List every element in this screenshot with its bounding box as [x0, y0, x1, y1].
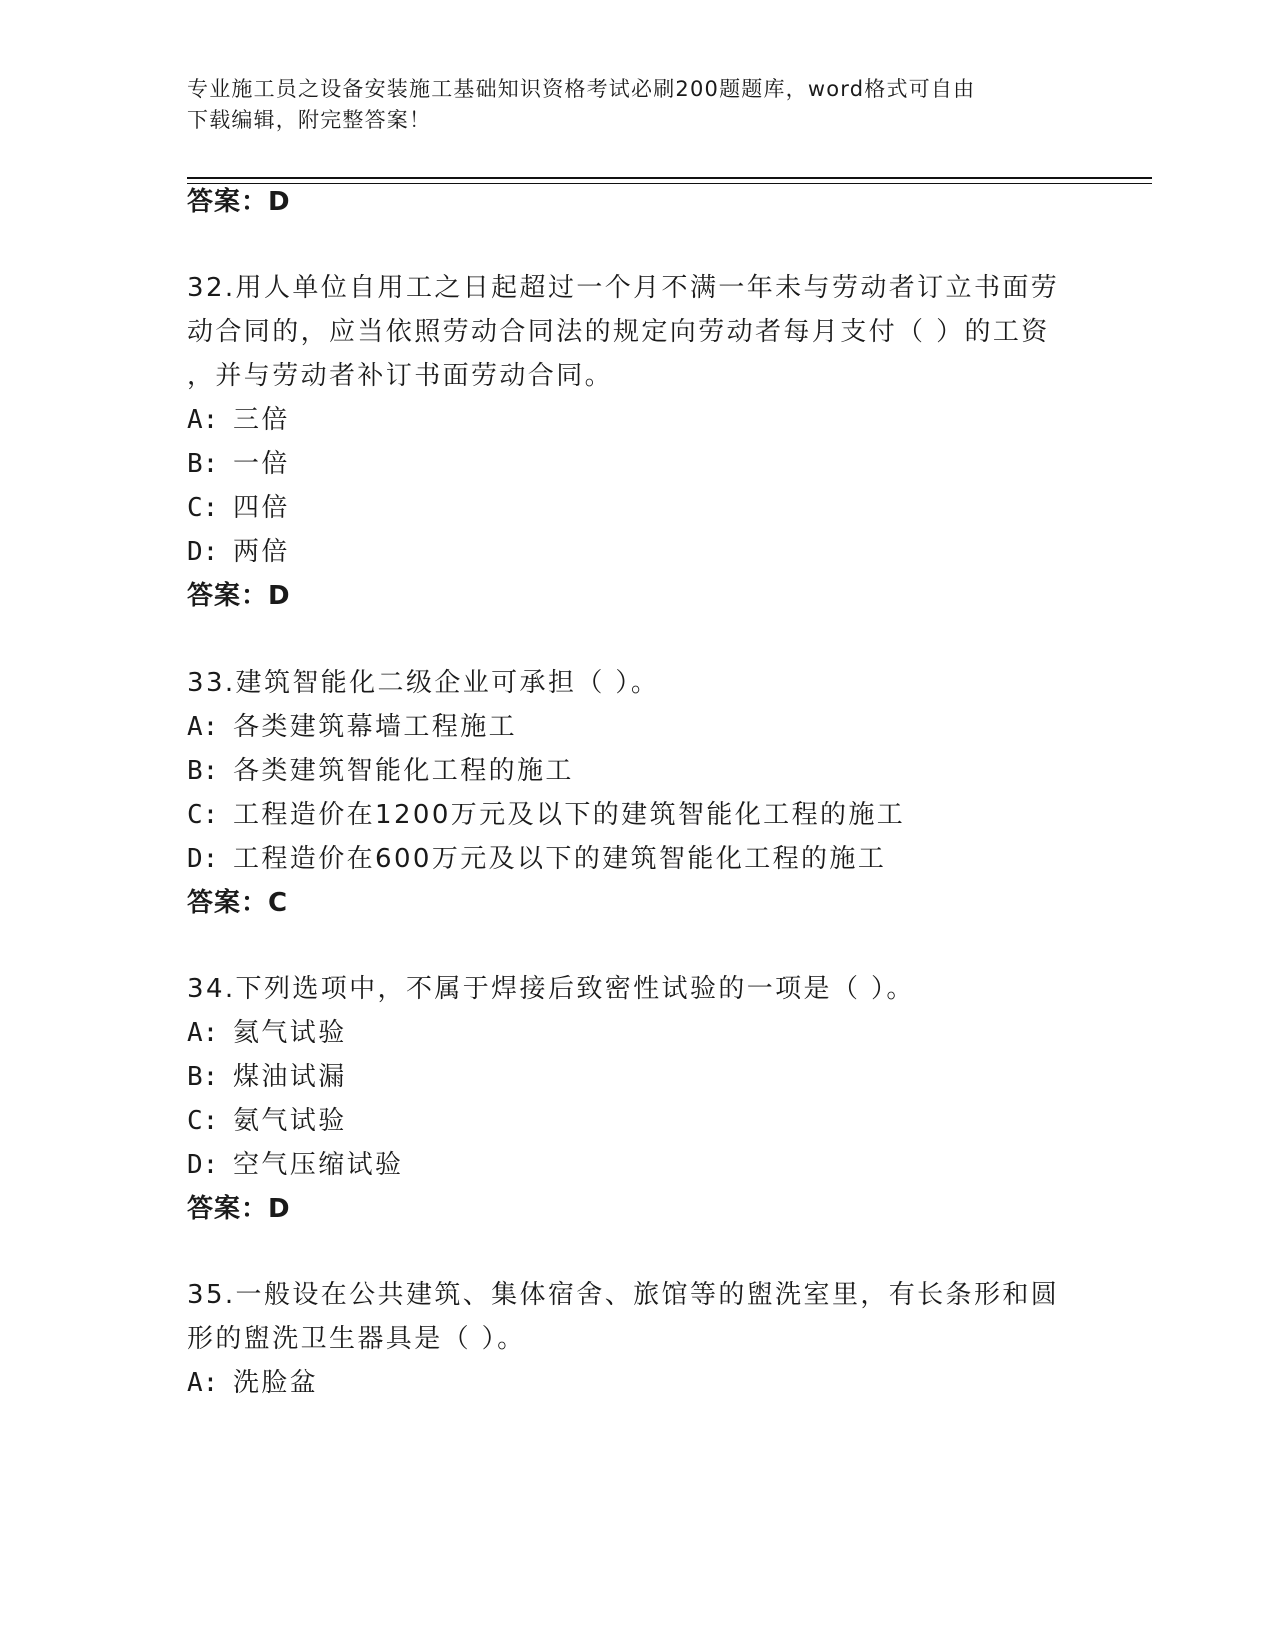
option-text: 工程造价在1200万元及以下的建筑智能化工程的施工: [233, 800, 906, 830]
question-33-option-b: [187, 754, 574, 788]
question-33-option-c: [187, 798, 905, 832]
answer-prefix: 答案：: [187, 581, 269, 611]
question-33-option-d: [187, 842, 886, 876]
option-text: 空气压缩试验: [233, 1150, 404, 1180]
question-33-line-1: 33.建筑智能化二级企业可承担（ ）。: [187, 668, 660, 698]
option-letter: C:: [187, 493, 219, 523]
question-33-option-a: [187, 710, 517, 744]
question-35-line-2: 形的盥洗卫生器具是（ ）。: [187, 1324, 526, 1354]
question-34-option-c: [187, 1104, 347, 1138]
question-35-line-1: 35.一般设在公共建筑、集体宿舍、旅馆等的盥洗室里，有长条形和圆: [187, 1280, 1060, 1310]
question-32-option-a: [187, 403, 290, 437]
answer-value: D: [268, 1194, 291, 1224]
option-text: 氨气试验: [233, 1106, 347, 1136]
question-32-option-d: [187, 535, 290, 569]
option-text: 氦气试验: [233, 1018, 347, 1048]
option-letter: A:: [187, 1368, 219, 1398]
answer-value: C: [268, 888, 289, 918]
question-35-option-a: [187, 1366, 318, 1400]
option-letter: B:: [187, 1062, 219, 1092]
option-text: 煤油试漏: [233, 1062, 347, 1092]
option-letter: D:: [187, 844, 219, 874]
option-text: 洗脸盆: [233, 1368, 319, 1398]
question-34-option-b: [187, 1060, 347, 1094]
question-33-answer: [187, 886, 288, 920]
answer-value: D: [268, 581, 291, 611]
option-text: 三倍: [233, 405, 290, 435]
header-line-1: 专业施工员之设备安装施工基础知识资格考试必刷200题题库，word格式可自由: [187, 77, 976, 101]
answer-value: D: [268, 187, 291, 217]
answer-prefix: 答案：: [187, 1194, 269, 1224]
header-divider-thick: [187, 177, 1152, 179]
option-text: 工程造价在600万元及以下的建筑智能化工程的施工: [233, 844, 887, 874]
question-34-option-a: [187, 1016, 347, 1050]
question-32-line-1: 32.用人单位自用工之日起超过一个月不满一年未与劳动者订立书面劳: [187, 273, 1060, 303]
question-34-option-d: [187, 1148, 403, 1182]
answer-prefix: 答案：: [187, 888, 269, 918]
option-letter: A:: [187, 1018, 219, 1048]
question-32-line-3: ，并与劳动者补订书面劳动合同。: [187, 361, 614, 391]
option-text: 各类建筑幕墙工程施工: [233, 712, 518, 742]
answer-prefix: 答案：: [187, 187, 269, 217]
header-line-2: 下载编辑，附完整答案！: [187, 108, 432, 132]
document-header: [187, 74, 1087, 136]
option-letter: C:: [187, 800, 219, 830]
prev-answer: [187, 185, 291, 219]
question-34-line-1: 34.下列选项中，不属于焊接后致密性试验的一项是（ ）。: [187, 974, 915, 1004]
question-32-option-b: [187, 447, 290, 481]
option-letter: A:: [187, 712, 219, 742]
question-34-answer: [187, 1192, 291, 1226]
option-letter: C:: [187, 1106, 219, 1136]
option-text: 一倍: [233, 449, 290, 479]
option-text: 各类建筑智能化工程的施工: [233, 756, 574, 786]
option-letter: B:: [187, 449, 219, 479]
question-32-answer: [187, 579, 291, 613]
option-letter: D:: [187, 1150, 219, 1180]
option-text: 四倍: [233, 493, 290, 523]
question-32-option-c: [187, 491, 290, 525]
question-32-line-2: 动合同的，应当依照劳动合同法的规定向劳动者每月支付（ ）的工资: [187, 317, 1050, 347]
option-letter: D:: [187, 537, 219, 567]
option-letter: B:: [187, 756, 219, 786]
header-divider-thin: [187, 183, 1152, 184]
option-letter: A:: [187, 405, 219, 435]
option-text: 两倍: [233, 537, 290, 567]
